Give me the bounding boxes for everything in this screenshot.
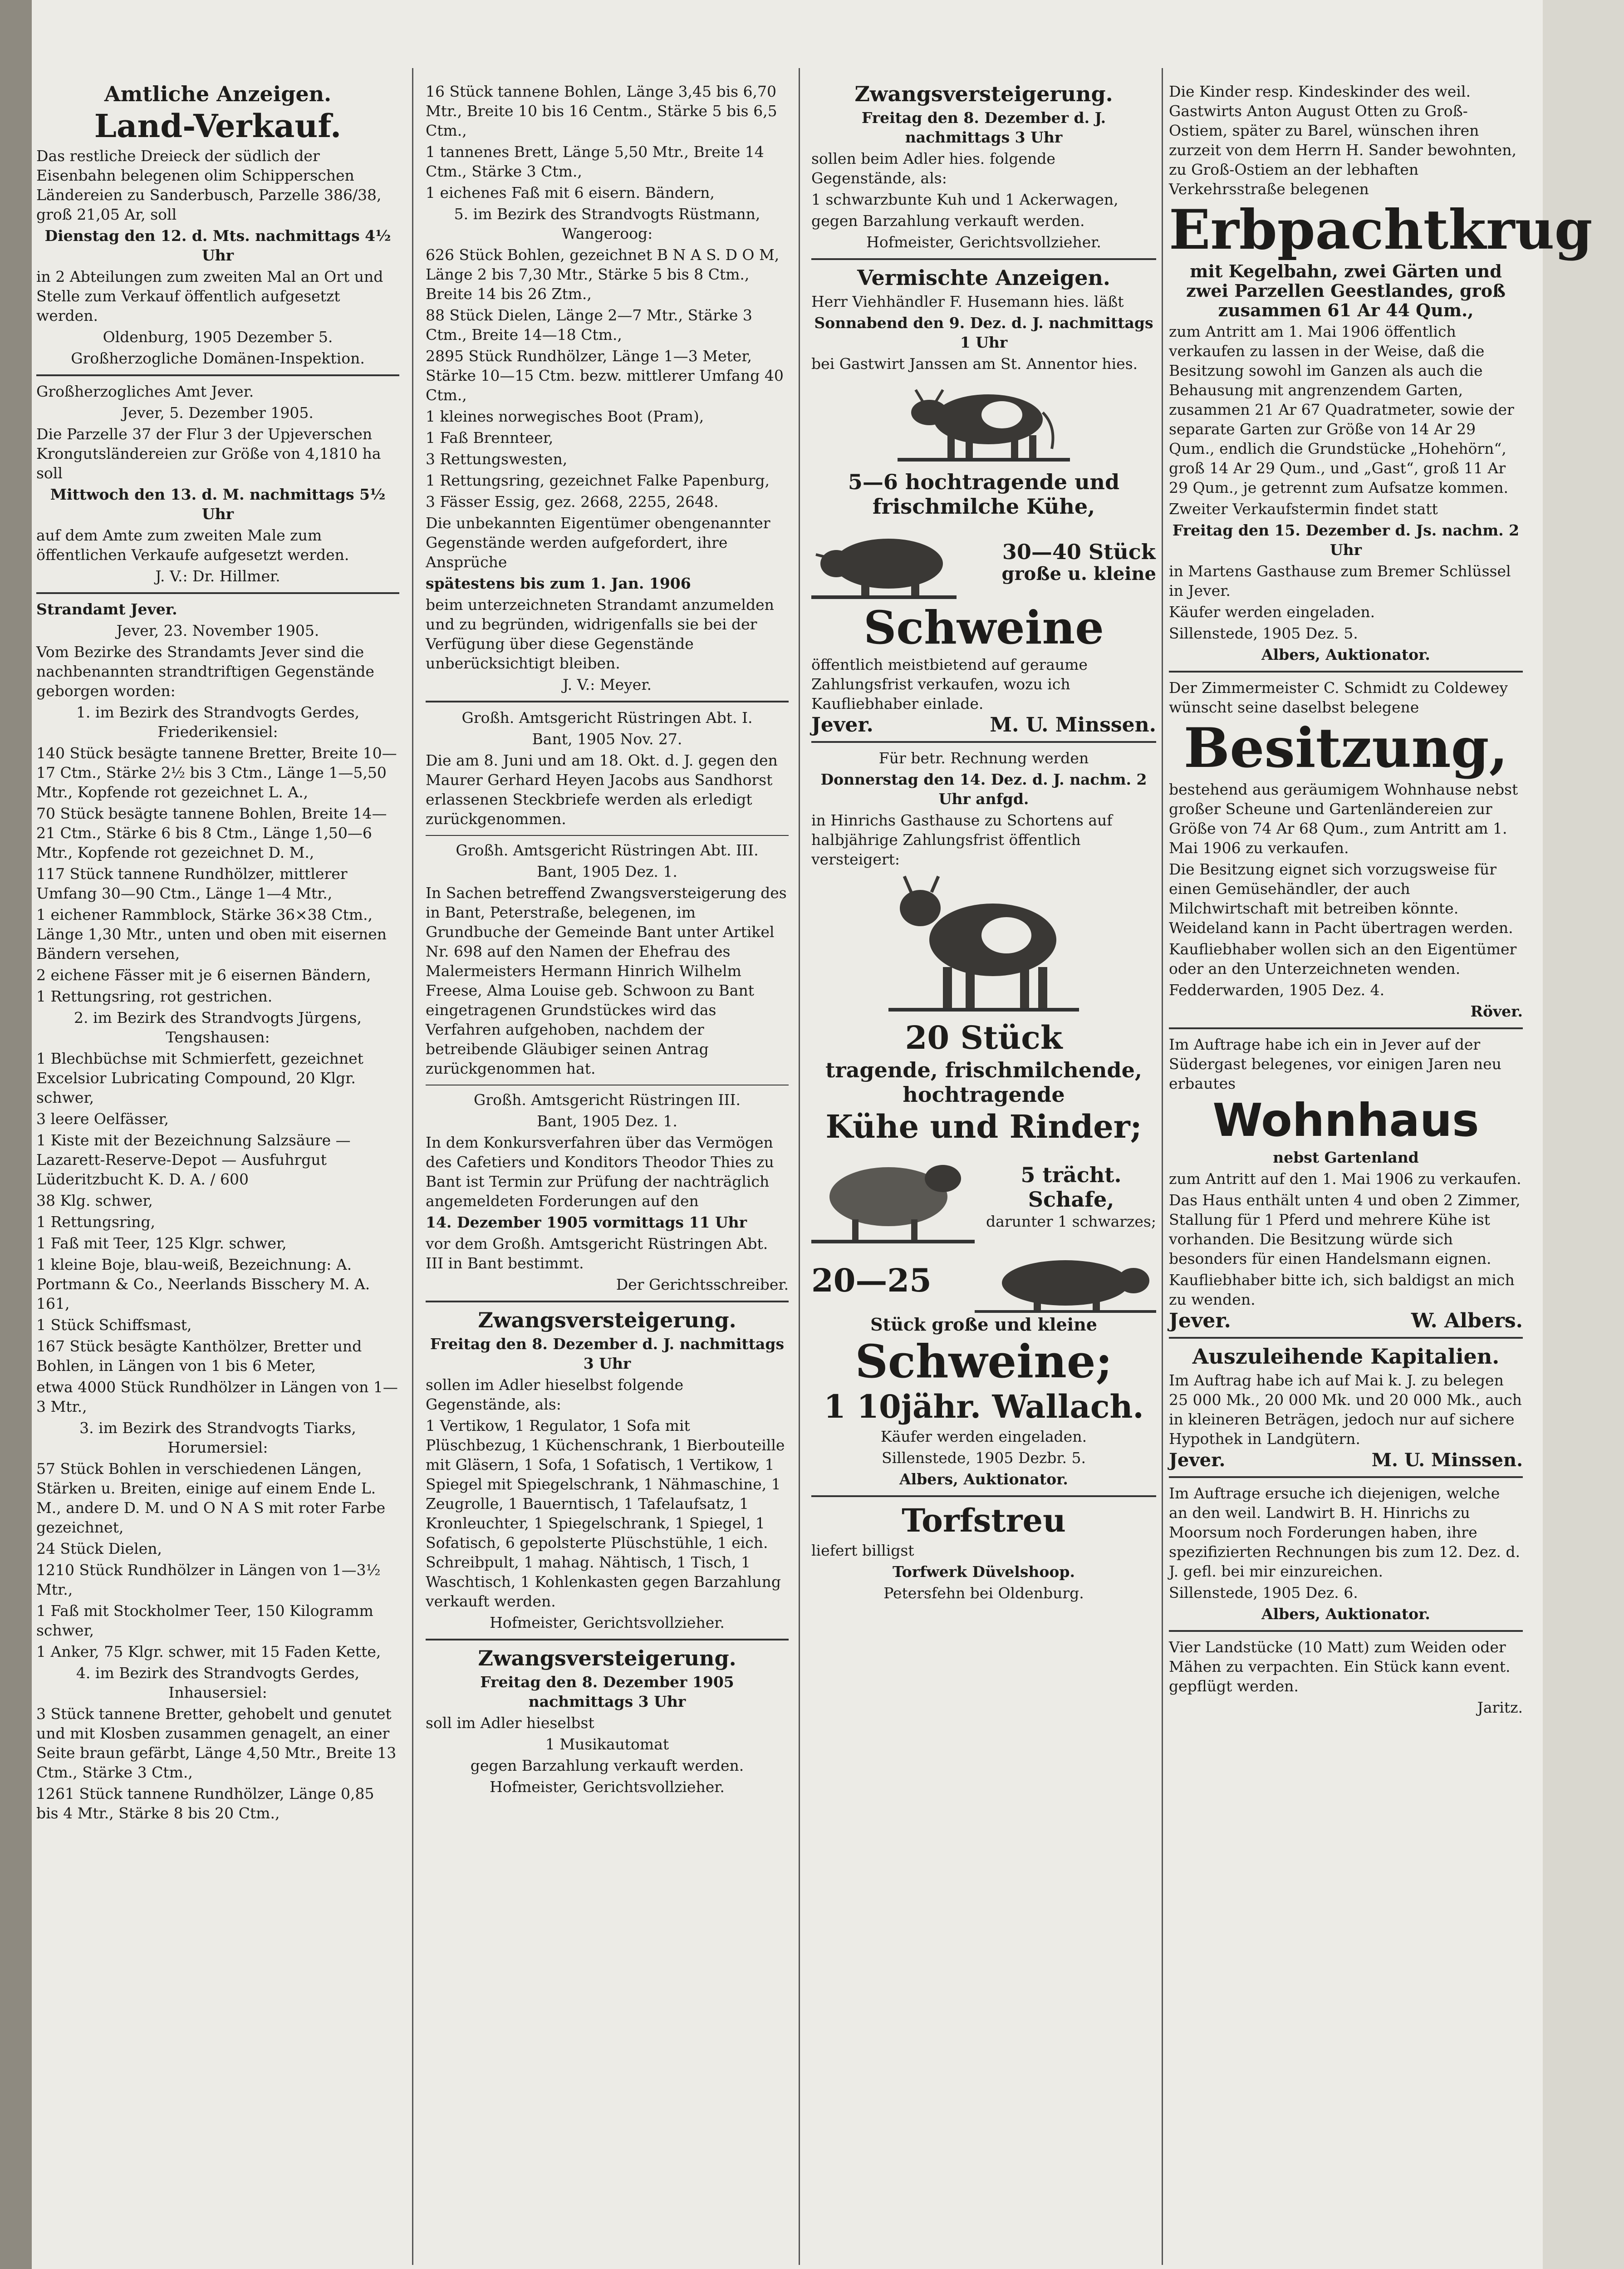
ad-text: Für betr. Rechnung werden <box>878 749 1089 767</box>
ad-place-date: Oldenburg, 1905 Dezember 5. <box>103 328 333 346</box>
ad-amtsgericht-abt3 <box>426 840 789 1078</box>
ad-landstuecke <box>1169 1637 1523 1717</box>
list-item: 1 Anker, 75 Klgr. schwer, mit 15 Faden Kette, <box>36 1643 381 1660</box>
ad-text: In Sachen betreffend Zwangsversteigerung des in Bant, Peterstraße, belegenen, im Grundbuche der Gemeinde Bant unter Artikel Nr. 698 auf den Namen der Ehefrau des Malermeisters Hermann Hinrich Wilhelm Freese, Alma Louise geb. Schwoon zu Bant eingetragenen Grundstückes wird das Verfahren aufgehoben, nachdem der betreibende Gläubiger seinen Antrag zurückgenommen hat. <box>426 884 787 1077</box>
ad-text: Im Auftrage ersuche ich diejenigen, welche an den weil. Landwirt B. H. Hinrichs zu Moorsum noch Forderungen haben, ihre spezifizierten Rechnungen bis zum 12. Dez. d. J. gefl. bei mir einzureichen. <box>1169 1484 1521 1580</box>
ad-headline: 30—40 Stück <box>1002 539 1156 564</box>
book-spine <box>0 0 32 2269</box>
ad-subheadline: mit Kegelbahn, zwei Gärten und zwei Parzellen Geestlandes, groß zusammen 61 Ar 44 Qum., <box>1186 261 1506 320</box>
ad-text: auf dem Amte zum zweiten Male zum öffentlichen Verkaufe aufgesetzt werden. <box>36 526 349 564</box>
ad-headline: 20—25 <box>811 1262 932 1299</box>
ad-headline: Torfstreu <box>902 1502 1066 1539</box>
ad-headline-large: Erbpachtkrug <box>1169 198 1593 262</box>
pig-illustration <box>975 1247 1156 1315</box>
list-item: 1 tannenes Brett, Länge 5,50 Mtr., Breite 14 Ctm., Stärke 3 Ctm., <box>426 143 764 180</box>
divider <box>1169 671 1523 673</box>
ad-besitzung-coldewey <box>1169 678 1523 1021</box>
ad-text: gegen Barzahlung verkauft werden. <box>470 1757 744 1774</box>
column-1 <box>36 82 399 2265</box>
pig-count <box>1001 540 1156 584</box>
ad-headline: Land-Verkauf. <box>94 107 342 145</box>
ad-strandamt-continued <box>426 82 789 694</box>
list-item: 57 Stück Bohlen in verschiedenen Längen, Stärken u. Breiten, einige auf einem Ende L. M., andere D. M. und O N A S mit roter Farbe gezeichnet, <box>36 1460 386 1536</box>
list-item: 88 Stück Dielen, Länge 2—7 Mtr., Stärke 3 Ctm., Breite 14—18 Ctm., <box>426 306 752 344</box>
ad-text: Im Auftrage habe ich ein in Jever auf der Südergast belegenes, vor einigen Jaren neu erbautes <box>1169 1036 1501 1092</box>
signature-place: Jever. <box>1169 1449 1226 1471</box>
ad-place-date: Sillenstede, 1905 Dez. 5. <box>1169 624 1358 642</box>
ad-place-date: Sillenstede, 1905 Dezbr. 5. <box>882 1449 1086 1467</box>
ad-strandamt-jever <box>36 599 399 1823</box>
ad-text: darunter 1 schwarzes; <box>986 1212 1156 1230</box>
ad-headline-large: Wohnhaus <box>1212 1094 1479 1147</box>
list-item: etwa 4000 Stück Rundhölzer in Längen von 1—3 Mtr., <box>36 1378 398 1415</box>
list-item: 1261 Stück tannene Rundhölzer, Länge 0,85 bis 4 Mtr., Stärke 8 bis 20 Ctm., <box>36 1785 374 1822</box>
divider <box>426 835 789 836</box>
ad-text: in Martens Gasthause zum Bremer Schlüssel in Jever. <box>1169 562 1511 599</box>
ad-headline: Großh. Amtsgericht Rüstringen III. <box>474 1091 741 1109</box>
list-item: 167 Stück besägte Kanthölzer, Bretter und Bohlen, in Längen von 1 bis 6 Meter, <box>36 1337 362 1375</box>
ad-zwangsversteigerung-kuh <box>811 82 1156 252</box>
ad-text: sollen im Adler hieselbst folgende Gegenstände, als: <box>426 1376 684 1413</box>
ad-address: Petersfehn bei Oldenburg. <box>883 1584 1084 1602</box>
ad-date: Freitag den 15. Dezember d. Js. nachm. 2 Uhr <box>1172 521 1520 559</box>
ad-text: in Hinrichs Gasthause zu Schortens auf halbjährige Zahlungsfrist öffentlich versteigert: <box>811 811 1113 868</box>
sheep-illustration <box>811 1147 975 1247</box>
pig-row <box>811 521 1156 602</box>
divider <box>426 1301 789 1302</box>
list-item: 3 Stück tannene Bretter, gehobelt und genutet und mit Klosben zusammen genagelt, an einer Seite braun gefärbt, Länge 4,50 Mtr., Breite 13 Ctm., Stärke 3 Ctm., <box>36 1705 397 1781</box>
ad-text: Die Besitzung eignet sich vorzugsweise für einen Gemüsehändler, der auch Milchwirtschaft mit betreiben könnte. Weideland kann in Pacht übertragen werden. <box>1169 860 1513 937</box>
ad-headline: Zwangsversteigerung. <box>478 1308 736 1332</box>
ad-text: zum Antritt am 1. Mai 1906 öffentlich verkaufen zu lassen in der Weise, daß die Besitzung sowohl im Ganzen als auch die Behausung mit angrenzendem Garten, zusammen 21 Ar 67 Quadratmeter, sowie der separate Garten zur Größe von 14 Ar 29 Qum., endlich die Grundstücke „Hohehörn“, groß 14 Ar 29 Qum., und „Gast“, groß 11 Ar 29 Qum., je getrennt zum Aufsatze kommen. <box>1169 323 1514 496</box>
ad-subheadline: große u. kleine <box>1001 563 1156 584</box>
column-3 <box>811 82 1156 2265</box>
ad-text: Die am 8. Juni und am 18. Okt. d. J. gegen den Maurer Gerhard Heyen Jacobs aus Sandhorst erlassenen Steckbriefe werden als erledigt zurückgenommen. <box>426 751 778 828</box>
ad-text: Vier Landstücke (10 Matt) zum Weiden oder Mähen zu verpachten. Ein Stück kann event. gepflügt werden. <box>1169 1638 1511 1695</box>
ad-headline: Zwangsversteigerung. <box>854 82 1113 106</box>
list-item: 1 eichenes Faß mit 6 eisern. Bändern, <box>426 184 715 201</box>
ad-text: bei Gastwirt Janssen am St. Annentor hies. <box>811 355 1138 373</box>
ad-forderungen-hinrichs <box>1169 1483 1523 1624</box>
list-item: 1 Faß mit Stockholmer Teer, 150 Kilogramm schwer, <box>36 1602 373 1639</box>
ad-text: Das Haus enthält unten 4 und oben 2 Zimmer, Stallung für 1 Pferd und mehrere Kühe ist vorhanden. Die Besitzung würde sich besonders für einen Handelsmann eignen. <box>1169 1191 1521 1267</box>
list-item: 1 Rettungsring, rot gestrichen. <box>36 987 273 1005</box>
ad-signature: Hofmeister, Gerichtsvollzieher. <box>490 1614 725 1631</box>
sheep-count <box>986 1163 1156 1231</box>
ad-zwangsversteigerung-mobiliar <box>426 1308 789 1632</box>
ad-headline: Auszuleihende Kapitalien. <box>1192 1344 1500 1369</box>
ad-wohnhaus-jever <box>1169 1035 1523 1331</box>
column-2 <box>426 82 789 2265</box>
ad-date: Dienstag den 12. d. Mts. nachmittags 4½ Uhr <box>44 227 391 264</box>
column-rule <box>1162 68 1163 2265</box>
divider <box>426 701 789 702</box>
ad-signature: Albers, Auktionator. <box>1261 646 1430 663</box>
ad-headline: 5—6 hochtragende und frischmilche Kühe, <box>848 470 1120 519</box>
section-heading: Vermischte Anzeigen. <box>857 265 1110 290</box>
list-item: 2 eichene Fässer mit je 6 eisernen Bändern, <box>36 966 371 984</box>
ad-signature: Der Gerichtsschreiber. <box>616 1276 789 1293</box>
ad-text: Kaufliebhaber wollen sich an den Eigentümer oder an den Unterzeichneten wenden. <box>1169 940 1517 977</box>
list-item: 626 Stück Bohlen, gezeichnet B N A S. D O M, Länge 2 bis 7,30 Mtr., Stärke 5 bis 8 Ctm., Breite 14 bis 26 Ztm., <box>426 246 780 303</box>
ad-text: in 2 Abteilungen zum zweiten Mal an Ort und Stelle zum Verkauf öffentlich aufgesetzt werden. <box>36 268 383 324</box>
ad-text: sollen beim Adler hies. folgende Gegenstände, als: <box>811 150 1055 187</box>
ad-date: Freitag den 8. Dezember d. J. nachmittags 3 Uhr <box>861 109 1106 146</box>
list-item: 1 Kiste mit der Bezeichnung Salzsäure — Lazarett-Reserve-Depot — Ausfuhrgut Lüderitzbucht K. D. A. / 600 <box>36 1131 351 1188</box>
list-heading: 1. im Bezirk des Strandvogts Gerdes, Friederikensiel: <box>76 703 360 741</box>
column-4 <box>1169 82 1593 2265</box>
ad-text: Herr Viehhändler F. Husemann hies. läßt <box>811 293 1124 310</box>
ad-text: Zweiter Verkaufstermin findet statt <box>1169 500 1438 518</box>
list-item: 38 Klg. schwer, <box>36 1192 153 1209</box>
ad-company: Torfwerk Düvelshoop. <box>893 1563 1075 1581</box>
ad-date: 14. Dezember 1905 vormittags 11 Uhr <box>426 1213 747 1231</box>
ad-erbpachtkrug <box>1169 82 1593 664</box>
ad-text: 1 Musikautomat <box>545 1735 669 1753</box>
cow-illustration <box>898 376 1070 467</box>
ad-text: soll im Adler hieselbst <box>426 1714 594 1732</box>
ad-subheadline: Stück große und kleine <box>870 1314 1097 1335</box>
ad-text: bestehend aus geräumigem Wohnhause nebst großer Scheune und Gartenländereien zur Größe von 74 Ar 68 Qum., zum Antritt am 1. Mai 1906 zu verkaufen. <box>1169 781 1518 857</box>
ad-headline-large: Schweine <box>864 601 1104 654</box>
ad-signature <box>1169 1311 1523 1331</box>
ad-subheadline: tragende, frischmilchende, hochtragende <box>825 1058 1142 1107</box>
ad-text: liefert billigst <box>811 1542 914 1559</box>
cow-illustration <box>888 872 1079 1017</box>
ad-signature: Jaritz. <box>1477 1699 1523 1716</box>
signature-name: W. Albers. <box>1411 1309 1523 1332</box>
ad-text: Der Zimmermeister C. Schmidt zu Coldewey wünscht seine daselbst belegene <box>1169 679 1508 716</box>
ad-headline: 5 trächt. <box>1021 1162 1122 1187</box>
ad-amt-jever <box>36 382 399 586</box>
ad-text: gegen Barzahlung verkauft werden. <box>811 212 1085 230</box>
signature-place: Jever. <box>1169 1309 1231 1332</box>
ad-text: zum Antritt auf den 1. Mai 1906 zu verkaufen. <box>1169 1170 1521 1188</box>
ad-text: Die Parzelle 37 der Flur 3 der Upjeverschen Krongutsländereien zur Größe von 4,1810 ha soll <box>36 425 381 482</box>
ad-deadline: spätestens bis zum 1. Jan. 1906 <box>426 575 691 592</box>
list-heading: 2. im Bezirk des Strandvogts Jürgens, Tengshausen: <box>74 1009 362 1046</box>
divider <box>1169 1476 1523 1478</box>
divider <box>811 1495 1156 1497</box>
pig-row <box>811 1247 1156 1315</box>
ad-signature <box>811 715 1156 735</box>
divider <box>426 1639 789 1640</box>
ad-text: Die unbekannten Eigentümer obengenannter Gegenstände werden aufgefordert, ihre Ansprüche <box>426 514 770 571</box>
ad-zwangsversteigerung-musikautomat <box>426 1646 789 1797</box>
ad-text: Das restliche Dreieck der südlich der Eisenbahn belegenen olim Schipperschen Ländereien zu Sanderbusch, Parzelle 386/38, groß 21,05 Ar, soll <box>36 147 382 223</box>
ad-viehversteigerung-schortens <box>811 748 1156 1489</box>
list-heading: 4. im Bezirk des Strandvogts Gerdes, Inhausersiel: <box>76 1664 360 1701</box>
divider <box>36 374 399 376</box>
list-heading: 3. im Bezirk des Strandvogts Tiarks, Horumersiel: <box>79 1419 356 1456</box>
divider <box>1169 1027 1523 1029</box>
divider <box>1169 1337 1523 1339</box>
ad-signature: Röver. <box>1470 1002 1523 1020</box>
ad-signature: Hofmeister, Gerichtsvollzieher. <box>490 1778 725 1796</box>
ad-date: Freitag den 8. Dezember d. J. nachmittags 3 Uhr <box>430 1335 785 1372</box>
ad-headline: Großh. Amtsgericht Rüstringen Abt. I. <box>461 709 753 727</box>
ad-text: 1 Vertikow, 1 Regulator, 1 Sofa mit Plüschbezug, 1 Küchenschrank, 1 Bierbouteille mit Gläsern, 1 Sofa, 1 Sofatisch, 1 Vertikow, 1 Spiegel mit Spiegelschrank, 1 Nähmaschine, 1 Zeugrolle, 1 Bauerntisch, 1 Tafelaufsatz, 1 Kronleuchter, 1 Spiegelschrank, 1 Spiegel, 1 Sofatisch, 6 gepolsterte Plüschstühle, 1 eich. Schreibpult, 1 mahag. Nähtisch, 1 Tisch, 1 Waschtisch, 1 Kohlenkasten gegen Barzahlung verkauft werden. <box>426 1417 785 1610</box>
list-item: 3 Fässer Essig, gez. 2668, 2255, 2648. <box>426 493 719 511</box>
ad-text: In dem Konkursverfahren über das Vermögen des Cafetiers und Konditors Theodor Thies zu Bant ist Termin zur Prüfung der nachträglich angemeldeten Forderungen auf den <box>426 1134 774 1210</box>
list-heading: 5. im Bezirk des Strandvogts Rüstmann, Wangeroog: <box>454 205 760 242</box>
ad-subheadline: nebst Gartenland <box>1273 1149 1419 1166</box>
ad-signature: J. V.: Dr. Hillmer. <box>155 567 280 585</box>
divider <box>1169 1630 1523 1632</box>
list-item: 70 Stück besägte tannene Bohlen, Breite 14—21 Ctm., Stärke 6 bis 8 Ctm., Länge 1,50—6 Mtr., Kopfende rot gezeichnet D. M., <box>36 805 387 861</box>
list-item: 1 Rettungsring, gezeichnet Falke Papenburg, <box>426 471 770 489</box>
ad-text: Käufer werden eingeladen. <box>1169 603 1375 621</box>
ad-headline: Schafe, <box>1028 1187 1114 1212</box>
ad-text: 1 schwarzbunte Kuh und 1 Ackerwagen, <box>811 191 1119 208</box>
ad-konkursverfahren <box>426 1090 789 1294</box>
list-item: 1 eichener Rammblock, Stärke 36×38 Ctm., Länge 1,30 Mtr., unten und oben mit eisernen Bändern versehen, <box>36 906 387 963</box>
ad-place-date: Fedderwarden, 1905 Dez. 4. <box>1169 981 1385 999</box>
ad-text: vor dem Großh. Amtsgericht Rüstringen Abt. III in Bant bestimmt. <box>426 1235 768 1272</box>
pig-illustration <box>811 521 957 602</box>
ad-date: Freitag den 8. Dezember 1905 nachmittags 3 Uhr <box>480 1673 734 1710</box>
ad-text: Käufer werden eingeladen. <box>880 1428 1087 1445</box>
ad-torfstreu <box>811 1503 1156 1603</box>
divider <box>811 741 1156 743</box>
list-item: 1 Rettungsring, <box>36 1213 156 1231</box>
list-item: 1210 Stück Rundhölzer in Längen von 1—3½ Mtr., <box>36 1561 381 1598</box>
ad-place-date: Bant, 1905 Dez. 1. <box>537 1112 677 1130</box>
ad-signature <box>1169 1450 1523 1470</box>
ad-text: öffentlich meistbietend auf geraume Zahlungsfrist verkaufen, wozu ich Kaufliebhaber einlade. <box>811 656 1088 712</box>
ad-amtsgericht-abt1 <box>426 708 789 829</box>
ad-headline: Strandamt Jever. <box>36 600 177 618</box>
column-rule <box>412 68 413 2265</box>
ad-viehverkauf-husemann <box>811 265 1156 735</box>
ad-place-date: Sillenstede, 1905 Dez. 6. <box>1169 1584 1358 1601</box>
list-item: 1 Faß mit Teer, 125 Klgr. schwer, <box>36 1234 287 1252</box>
signature-name: M. U. Minssen. <box>1371 1449 1523 1471</box>
divider <box>811 258 1156 260</box>
list-item: 2895 Stück Rundhölzer, Länge 1—3 Meter, Stärke 10—15 Ctm. bezw. mittlerer Umfang 40 Ctm., <box>426 347 784 404</box>
ad-date: Donnerstag den 14. Dez. d. J. nachm. 2 Uhr anfgd. <box>820 771 1147 808</box>
ad-kapitalien <box>1169 1344 1523 1470</box>
ad-place-date: Jever, 5. Dezember 1905. <box>122 404 314 422</box>
ad-signature: Großherzogliche Domänen-Inspektion. <box>71 349 365 367</box>
ad-headline: Zwangsversteigerung. <box>478 1646 736 1670</box>
ad-headline: 20 Stück <box>905 1019 1063 1056</box>
ad-text: beim unterzeichneten Strandamt anzumelden und zu begründen, widrigenfalls sie bei der Verfügung über diese Gegenstände unberücksichtigt bleiben. <box>426 596 774 672</box>
ad-signature: Hofmeister, Gerichtsvollzieher. <box>866 233 1101 251</box>
ad-signature: Albers, Auktionator. <box>1261 1605 1430 1623</box>
ad-text: Vom Bezirke des Strandamts Jever sind die nachbenannten strandtriftigen Gegenstände geborgen worden: <box>36 643 374 700</box>
list-item: 1 kleines norwegisches Boot (Pram), <box>426 408 704 425</box>
list-item: 16 Stück tannene Bohlen, Länge 3,45 bis 6,70 Mtr., Breite 10 bis 16 Centm., Stärke 5 bis 6,5 Ctm., <box>426 83 777 139</box>
ad-headline-large: Besitzung, <box>1183 716 1508 780</box>
ad-text: Im Auftrag habe ich auf Mai k. J. zu belegen 25 000 Mk., 20 000 Mk. und 20 000 Mk., auch in kleineren Beträgen, jedoch nur auf sichere Hypothek in Landgütern. <box>1169 1371 1522 1448</box>
list-item: 1 kleine Boje, blau-weiß, Bezeichnung: A. Portmann & Co., Neerlands Bisschery M. A. 161, <box>36 1256 370 1312</box>
ad-text: Die Kinder resp. Kindeskinder des weil. Gastwirts Anton August Otten zu Groß-Ostiem, später zu Barel, wünschen ihren zurzeit von dem Herrn H. Sander bewohnten, zu Groß-Ostiem an der lebhaften Verkehrsstraße belegenen <box>1169 83 1516 198</box>
ad-headline-large: Schweine; <box>855 1335 1113 1388</box>
sheep-row <box>811 1147 1156 1247</box>
column-rule <box>799 68 800 2265</box>
ad-headline: Großh. Amtsgericht Rüstringen Abt. III. <box>456 841 759 859</box>
list-item: 1 Faß Brennteer, <box>426 429 554 447</box>
ad-headline: 1 10jähr. Wallach. <box>824 1388 1144 1425</box>
ad-text: Großherzogliches Amt Jever. <box>36 383 254 400</box>
signature-name: M. U. Minssen. <box>990 713 1156 737</box>
ad-place-date: Bant, 1905 Nov. 27. <box>532 730 682 748</box>
ad-date: Mittwoch den 13. d. M. nachmittags 5½ Uhr <box>50 486 386 523</box>
list-item: 3 Rettungswesten, <box>426 450 568 468</box>
list-item: 1 Stück Schiffsmast, <box>36 1316 192 1334</box>
section-heading: Amtliche Anzeigen. <box>104 82 332 106</box>
signature-place: Jever. <box>811 713 873 737</box>
ad-land-verkauf <box>36 82 399 368</box>
ad-place-date: Bant, 1905 Dez. 1. <box>537 863 677 880</box>
divider <box>36 592 399 594</box>
list-item: 1 Blechbüchse mit Schmierfett, gezeichnet Excelsior Lubricating Compound, 20 Klgr. schwer, <box>36 1050 363 1106</box>
list-item: 24 Stück Dielen, <box>36 1540 162 1557</box>
list-item: 140 Stück besägte tannene Bretter, Breite 10—17 Ctm., Stärke 2½ bis 3 Ctm., Länge 1—5,50 Mtr., Kopfende rot gezeichnet L. A., <box>36 744 397 801</box>
list-item: 117 Stück tannene Rundhölzer, mittlerer Umfang 30—90 Ctm., Länge 1—4 Mtr., <box>36 865 348 902</box>
ad-headline: Kühe und Rinder; <box>825 1108 1142 1145</box>
ad-text: Kaufliebhaber bitte ich, sich baldigst an mich zu wenden. <box>1169 1271 1515 1308</box>
list-item: 3 leere Oelfässer, <box>36 1110 169 1128</box>
newspaper-page <box>32 0 1593 2269</box>
ad-date: Sonnabend den 9. Dez. d. J. nachmittags 1 Uhr <box>814 314 1153 351</box>
ad-signature: J. V.: Meyer. <box>563 676 652 693</box>
ad-place-date: Jever, 23. November 1905. <box>116 622 319 639</box>
ad-signature: Albers, Auktionator. <box>899 1470 1068 1488</box>
